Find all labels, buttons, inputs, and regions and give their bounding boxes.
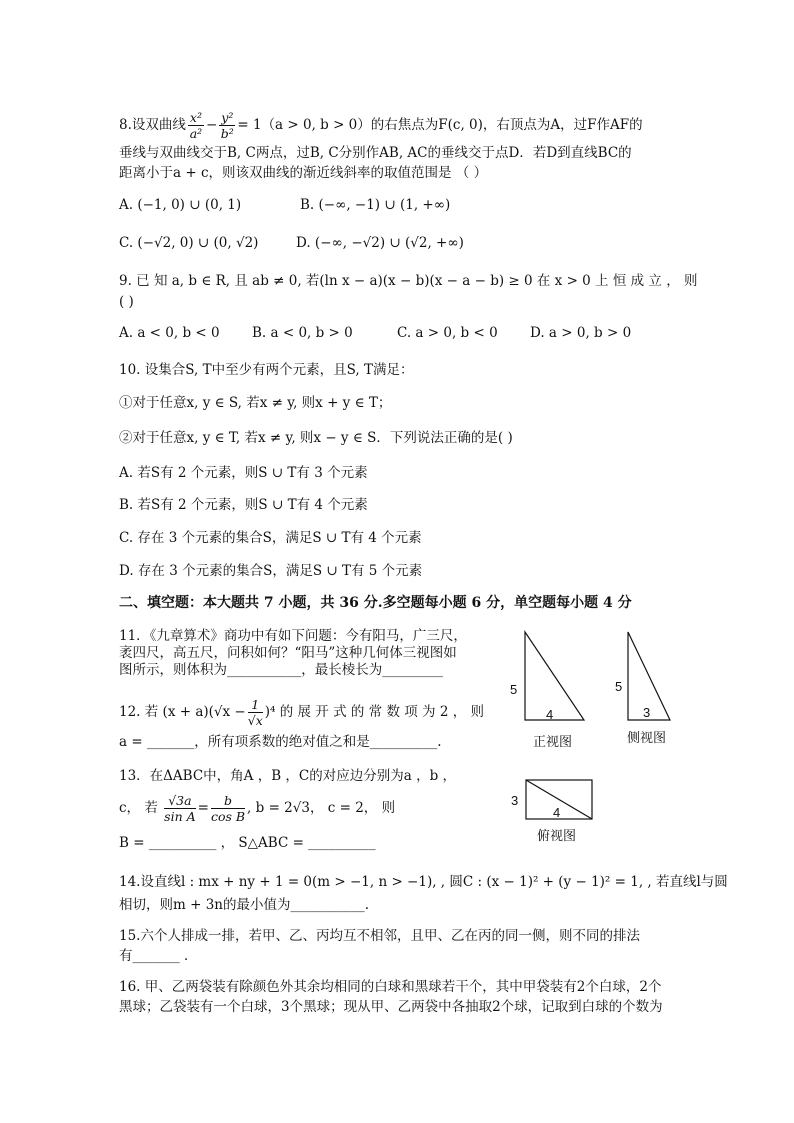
q16-line2: 黑球；乙袋装有一个白球，3个黑球；现从甲、乙两袋中各抽取2个球，记取到白球的个数为 — [119, 999, 663, 1015]
q8-fraction-y: $\frac{\text{y²}}{\text{b²}}$ — [220, 110, 234, 141]
q11-line1: 11．《九章算术》商功中有如下问题：今有阳马，广三尺， — [119, 628, 467, 644]
q8-line2: 垂线与双曲线交于B, C两点，过B, C分别作AB, AC的垂线交于点D．若D到直线BC的 — [119, 145, 632, 161]
q8-fraction-x: $\frac{\text{x²}}{\text{a²}}$ — [189, 110, 203, 141]
q13-line1: 13．在ΔABC中，角A ，B ，C的对应边分别为a ，b ， — [119, 768, 457, 784]
q14-line2: 相切，则m + 3n的最小值为___________. — [119, 897, 370, 913]
front-height-label: 5 — [510, 682, 518, 697]
top-view-caption: 俯视图 — [537, 829, 577, 844]
q8-option-d: D. (−∞, −√2) ∪ (√2, +∞) — [296, 235, 464, 251]
q8-text-cont: = 1（a > 0, b > 0）的右焦点为F(c, 0)，右顶点为A，过F作AF的 — [237, 117, 643, 133]
q12-line1: 12. 若 (x + a)(√x − $\frac{1}{√x}$ )⁴ 的 展 开 式 的 常 数 项 为 2 ， 则 — [119, 697, 485, 728]
side-base-label: 3 — [643, 705, 651, 720]
q11-line3: 图所示，则体积为___________，最长棱长为_________ — [119, 662, 443, 678]
q10-option-b: B. 若S有 2 个元素，则S ∪ T有 4 个元素 — [119, 497, 368, 513]
q13-fraction-2: $\frac{b}{\text{cos B}}$ — [210, 793, 246, 824]
q9-line2: ( ) — [119, 294, 134, 310]
q8-text: 8.设双曲线 — [119, 117, 186, 133]
side-height-label: 5 — [615, 679, 623, 694]
q9-option-c: C. a > 0, b < 0 — [397, 325, 498, 341]
q14-line1: 14.设直线l : mx + ny + 1 = 0(m > −1, n > −1), , 圆C : (x − 1)² + (y − 1)² = 1, , 若直线l与圆 — [119, 874, 728, 890]
q13-line2: c， 若 $\frac{√3a}{\text{sin A}}$ = $\frac{b}{\text{cos B}}$ , b = 2√3， c = 2， 则 — [119, 793, 396, 824]
front-view-triangle — [525, 632, 584, 720]
q13-fraction-1: $\frac{√3a}{\text{sin A}}$ — [164, 793, 196, 824]
q8-line1: 8.设双曲线 $\frac{\text{x²}}{\text{a²}}$ − $\frac{\text{y²}}{\text{b²}}$ = 1（a > 0, b > 0）的右焦点为F(c, 0)，右顶点为A，过F作AF的 — [119, 110, 643, 141]
q15-line2: 有_______ ． — [119, 948, 198, 964]
q8-option-a: A. (−1, 0) ∪ (0, 1) — [119, 197, 242, 213]
q11-line2: 袤四尺，高五尺，问积如何？“阳马”这种几何体三视图如 — [119, 645, 457, 661]
side-view-caption: 侧视图 — [627, 731, 667, 746]
q10-line2: ①对于任意x, y ∈ S, 若x ≠ y, 则x + y ∈ T； — [119, 395, 392, 411]
q10-option-c: C. 存在 3 个元素的集合S，满足S ∪ T有 4 个元素 — [119, 530, 422, 546]
q10-line3: ②对于任意x, y ∈ T, 若x ≠ y, 则x − y ∈ S．下列说法正确的是( ) — [119, 430, 513, 446]
q9-option-b: B. a < 0, b > 0 — [252, 325, 353, 341]
q10-option-a: A. 若S有 2 个元素，则S ∪ T有 3 个元素 — [119, 465, 368, 481]
front-view-caption: 正视图 — [533, 735, 573, 750]
top-bottom-label: 4 — [553, 805, 561, 820]
q10-line1: 10. 设集合S, T中至少有两个元素，且S, T满足： — [119, 362, 414, 378]
q9-option-a: A. a < 0, b < 0 — [119, 325, 220, 341]
q12-fraction: $\frac{1}{√x}$ — [247, 697, 263, 728]
q16-line1: 16. 甲、乙两袋装有除颜色外其余均相同的白球和黑球若干个，其中甲袋装有2个白球，2个 — [119, 979, 662, 995]
q12-line2: a = _______，所有项系数的绝对值之和是__________. — [119, 734, 442, 750]
q10-option-d: D. 存在 3 个元素的集合S，满足S ∪ T有 5 个元素 — [119, 563, 423, 579]
q13-line3: B = __________ ， S△ABC = __________ — [119, 835, 376, 851]
q8-line3: 距离小于a + c，则该双曲线的渐近线斜率的取值范围是 （ ） — [119, 165, 488, 181]
section-heading: 二、填空题：本大题共 7 小题，共 36 分.多空题每小题 6 分，单空题每小题 4 分 — [119, 595, 632, 611]
q8-option-c: C. (−√2, 0) ∪ (0, √2) — [119, 235, 259, 251]
q15-line1: 15.六个人排成一排，若甲、乙、丙均互不相邻，且甲、乙在丙的同一侧，则不同的排法 — [119, 928, 640, 944]
top-left-label: 3 — [511, 793, 519, 808]
q9-line1: 9. 已 知 a, b ∈ R, 且 ab ≠ 0, 若(ln x − a)(x − b)(x − a − b) ≥ 0 在 x > 0 上 恒 成 立 ， 则 — [119, 273, 698, 289]
q8-option-b: B. (−∞, −1) ∪ (1, +∞) — [300, 197, 451, 213]
q9-option-d: D. a > 0, b > 0 — [530, 325, 632, 341]
front-base-label: 4 — [546, 707, 554, 722]
